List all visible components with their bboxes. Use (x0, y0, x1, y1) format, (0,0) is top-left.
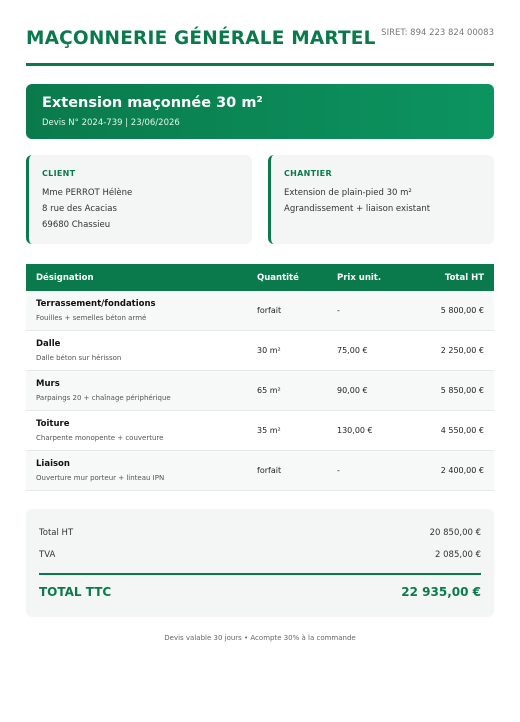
client-street: 8 rue des Acacias (42, 204, 117, 214)
row-total: 4 550,00 € (440, 426, 484, 435)
row-quantity: 30 m² (257, 346, 281, 355)
column-total-ht: Total HT (444, 273, 484, 283)
row-total: 5 850,00 € (440, 386, 484, 395)
table-row (26, 411, 494, 451)
row-name: Terrassement/fondations (36, 299, 156, 309)
row-name: Dalle (36, 339, 61, 349)
total-ttc-value: 22 935,00 € (401, 585, 481, 599)
column-designation: Désignation (36, 273, 94, 283)
row-quantity: 35 m² (257, 426, 281, 435)
row-total: 2 400,00 € (440, 466, 484, 475)
quote-banner (26, 84, 494, 139)
client-card (26, 155, 252, 244)
client-city: 69680 Chassieu (42, 220, 111, 230)
table-row (26, 371, 494, 411)
site-scope: Agrandissement + liaison existant (284, 204, 431, 214)
totals-box (26, 509, 494, 617)
tva-value: 2 085,00 € (435, 550, 481, 560)
site-card (268, 155, 494, 244)
table-row (26, 291, 494, 331)
table-row (26, 451, 494, 491)
table-row (26, 331, 494, 371)
row-description: Parpaings 20 + chaînage périphérique (36, 394, 171, 402)
row-unit-price: 90,00 € (337, 386, 368, 395)
row-quantity: 65 m² (257, 386, 281, 395)
row-name: Murs (36, 379, 60, 389)
tva-label: TVA (39, 550, 56, 560)
company-name: MAÇONNERIE GÉNÉRALE MARTEL (26, 28, 376, 49)
row-description: Fouilles + semelles béton armé (36, 314, 147, 322)
row-quantity: forfait (257, 306, 282, 315)
column-quantity: Quantité (257, 273, 299, 283)
client-heading: CLIENT (42, 169, 76, 178)
site-description: Extension de plain-pied 30 m² (284, 188, 412, 198)
row-description: Charpente monopente + couverture (36, 434, 164, 442)
row-unit-price: 130,00 € (337, 426, 373, 435)
document-header (26, 26, 494, 66)
table-header (26, 264, 494, 291)
row-description: Dalle béton sur hérisson (36, 354, 122, 362)
client-name: Mme PERROT Hélène (42, 188, 133, 198)
total-ttc-label: TOTAL TTC (39, 585, 112, 599)
column-unit-price: Prix unit. (337, 273, 382, 283)
totals-divider (39, 573, 481, 575)
row-total: 2 250,00 € (440, 346, 484, 355)
row-unit-price: - (337, 306, 340, 315)
total-ht-value: 20 850,00 € (429, 528, 481, 538)
quote-title: Extension maçonnée 30 m² (42, 95, 263, 111)
row-name: Liaison (36, 459, 70, 469)
row-name: Toiture (36, 419, 70, 429)
company-siret: SIRET: 894 223 824 00083 (381, 28, 494, 38)
footer-note: Devis valable 30 jours • Acompte 30% à la commande (164, 634, 356, 642)
row-unit-price: - (337, 466, 340, 475)
row-quantity: forfait (257, 466, 282, 475)
row-total: 5 800,00 € (440, 306, 484, 315)
row-description: Ouverture mur porteur + linteau IPN (36, 474, 165, 482)
total-ht-label: Total HT (39, 528, 74, 538)
site-heading: CHANTIER (284, 169, 332, 178)
row-unit-price: 75,00 € (337, 346, 368, 355)
quote-reference: Devis N° 2024-739 | 23/06/2026 (42, 118, 180, 128)
